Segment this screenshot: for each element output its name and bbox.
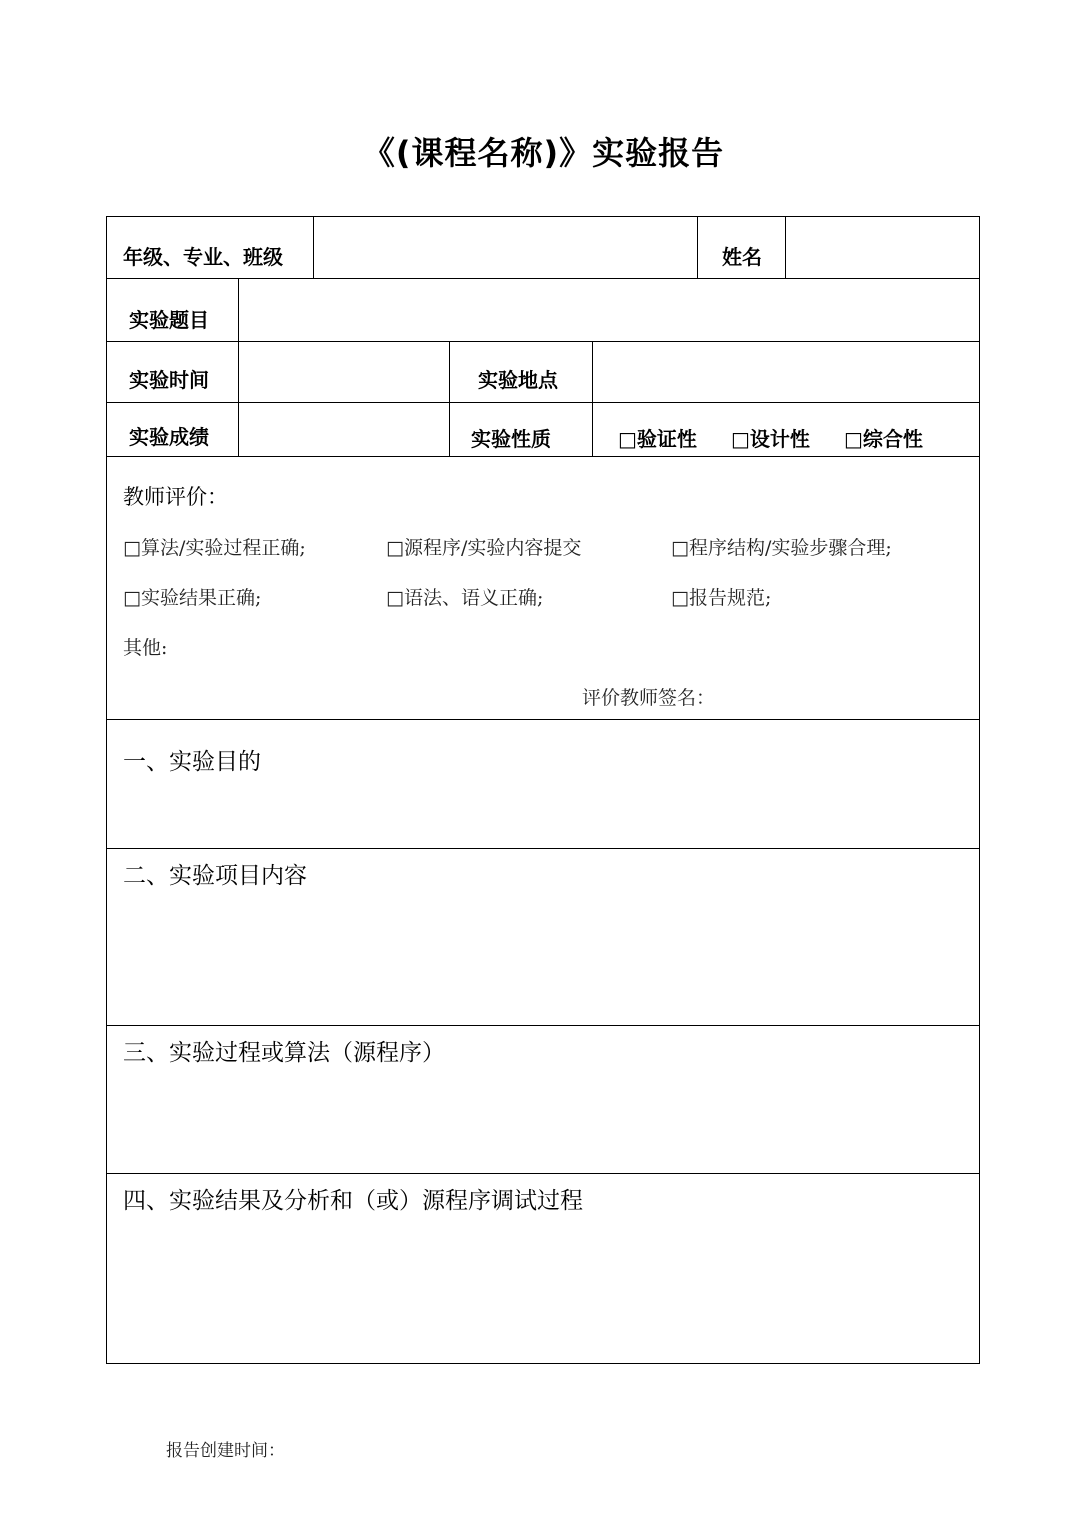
name-label: 姓名 — [722, 245, 762, 269]
topic-label: 实验题目 — [129, 308, 209, 332]
cell-divider — [313, 216, 314, 278]
time-label: 实验时间 — [129, 368, 209, 392]
cell-divider — [449, 341, 450, 456]
table-border-left — [106, 216, 107, 1364]
row-divider — [106, 848, 980, 849]
nature-option-design[interactable]: □设计性 — [731, 427, 810, 451]
section-procedure: 三、实验过程或算法（源程序） — [123, 1040, 445, 1066]
score-label: 实验成绩 — [129, 425, 209, 449]
report-created-time: 报告创建时间： — [166, 1441, 285, 1461]
cell-divider — [238, 278, 239, 341]
topic-field[interactable] — [243, 283, 974, 337]
row-divider — [106, 456, 980, 457]
criterion-algorithm[interactable]: □算法/实验过程正确; — [123, 537, 306, 559]
cell-divider — [592, 341, 593, 456]
other-label: 其他: — [123, 637, 168, 659]
row-divider — [106, 1025, 980, 1026]
cell-divider — [785, 216, 786, 278]
name-field[interactable] — [790, 220, 974, 274]
cell-divider — [697, 216, 698, 278]
time-field[interactable] — [243, 346, 443, 398]
location-field[interactable] — [597, 346, 974, 398]
table-border-top — [106, 216, 980, 217]
row-divider — [106, 719, 980, 720]
section-content: 二、实验项目内容 — [123, 863, 307, 889]
nature-option-comprehensive[interactable]: □综合性 — [844, 427, 923, 451]
criterion-syntax[interactable]: □语法、语义正确; — [386, 587, 544, 609]
section-results: 四、实验结果及分析和（或）源程序调试过程 — [123, 1188, 583, 1214]
table-border-bottom — [106, 1363, 980, 1364]
report-title: 《(课程名称)》实验报告 — [362, 134, 725, 172]
location-label: 实验地点 — [478, 368, 558, 392]
evaluation-heading: 教师评价： — [123, 485, 228, 509]
score-field[interactable] — [243, 407, 443, 452]
criterion-structure[interactable]: □程序结构/实验步骤合理; — [671, 537, 892, 559]
section-objective: 一、实验目的 — [123, 749, 261, 775]
class-label: 年级、专业、班级 — [123, 245, 283, 269]
table-border-right — [979, 216, 980, 1364]
cell-divider — [238, 341, 239, 456]
row-divider — [106, 1173, 980, 1174]
teacher-signature-label: 评价教师签名： — [582, 687, 716, 709]
criterion-result[interactable]: □实验结果正确; — [123, 587, 262, 609]
criterion-report-format[interactable]: □报告规范; — [671, 587, 772, 609]
nature-option-verification[interactable]: □验证性 — [618, 427, 697, 451]
criterion-source-submitted[interactable]: □源程序/实验内容提交 — [386, 537, 582, 559]
class-field[interactable] — [318, 220, 692, 274]
nature-label: 实验性质 — [471, 427, 551, 451]
